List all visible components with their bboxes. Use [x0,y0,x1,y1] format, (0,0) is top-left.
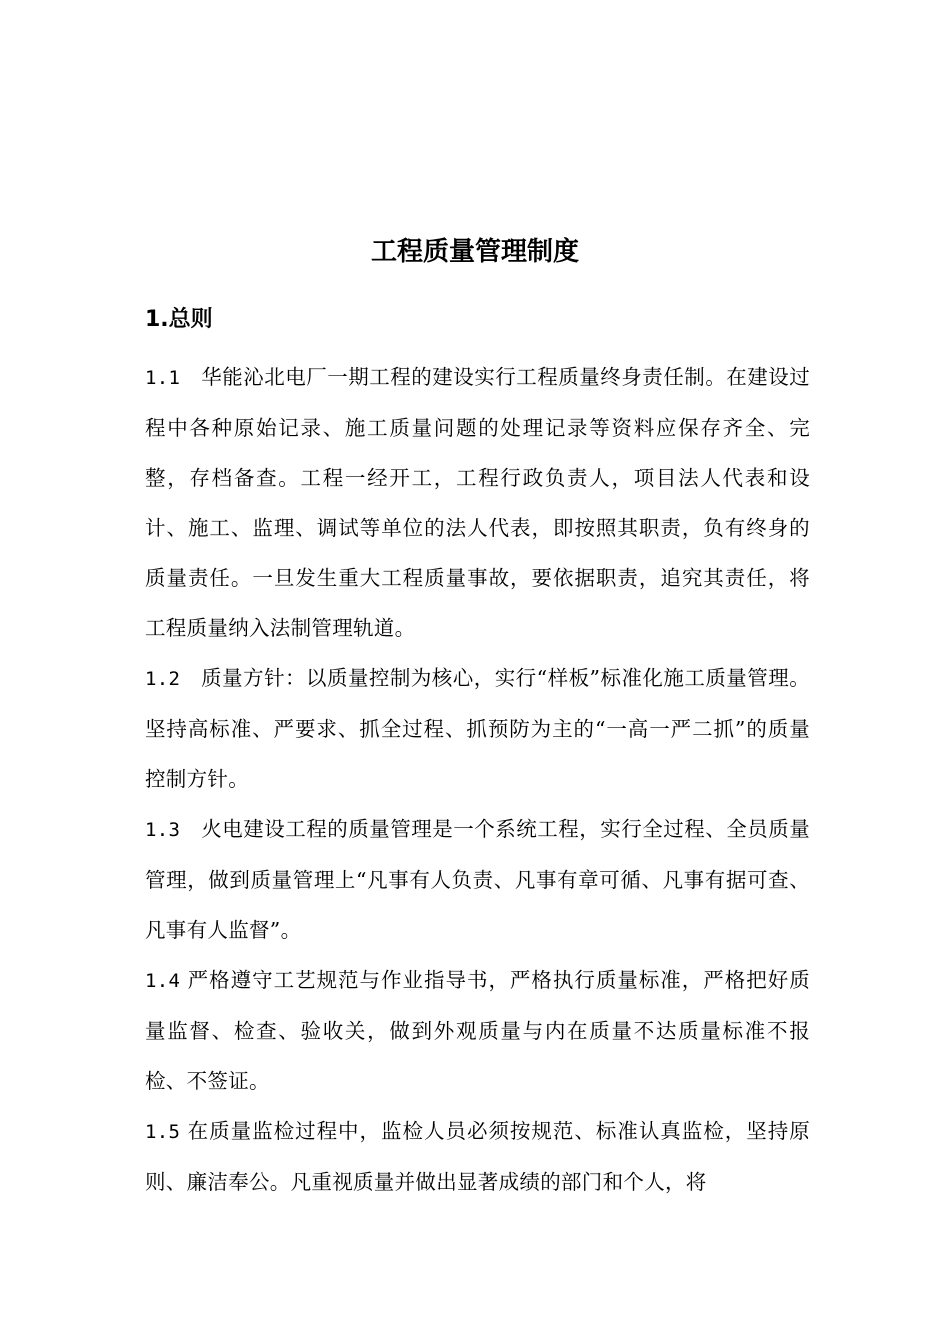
paragraph-text: 严格遵守工艺规范与作业指导书，严格执行质量标准，严格把好质量监督、检查、验收关，做到外观质量与内在质量不达质量标准不报检、不签证。 [145,968,810,1093]
paragraph-1-3 [145,804,810,955]
document-body [145,352,810,1207]
paragraph-1-2 [145,653,810,804]
paragraph-text: 质量方针：以质量控制为核心，实行“样板”标准化施工质量管理。坚持高标准、严要求、抓全过程、抓预防为主的“一高一严二抓”的质量控制方针。 [145,666,810,791]
paragraph-number: 1.1 [145,367,181,389]
paragraph-text: 在质量监检过程中，监检人员必须按规范、标准认真监检，坚持原则、廉洁奉公。凡重视质量并做出显著成绩的部门和个人，将 [145,1119,810,1194]
paragraph-text: 华能沁北电厂一期工程的建设实行工程质量终身责任制。在建设过程中各种原始记录、施工质量问题的处理记录等资料应保存齐全、完整，存档备查。工程一经开工，工程行政负责人，项目法人代表和设计、施工、监理、调试等单位的法人代表，即按照其职责，负有终身的质量责任。一旦发生重大工程质量事故，要依据职责，追究其责任，将工程质量纳入法制管理轨道。 [145,365,810,640]
paragraph-number: 1.4 [145,970,181,992]
section-heading: 1.总则 [145,307,213,332]
paragraph-1-4 [145,955,810,1106]
paragraph-number: 1.5 [145,1121,181,1143]
document-title: 工程质量管理制度 [370,237,579,267]
paragraph-1-5 [145,1106,810,1207]
paragraph-number: 1.3 [145,819,181,841]
paragraph-number: 1.2 [145,668,181,690]
paragraph-text: 火电建设工程的质量管理是一个系统工程，实行全过程、全员质量管理，做到质量管理上“凡事有人负责、凡事有章可循、凡事有据可查、凡事有人监督”。 [145,817,810,942]
paragraph-1-1 [145,352,810,653]
